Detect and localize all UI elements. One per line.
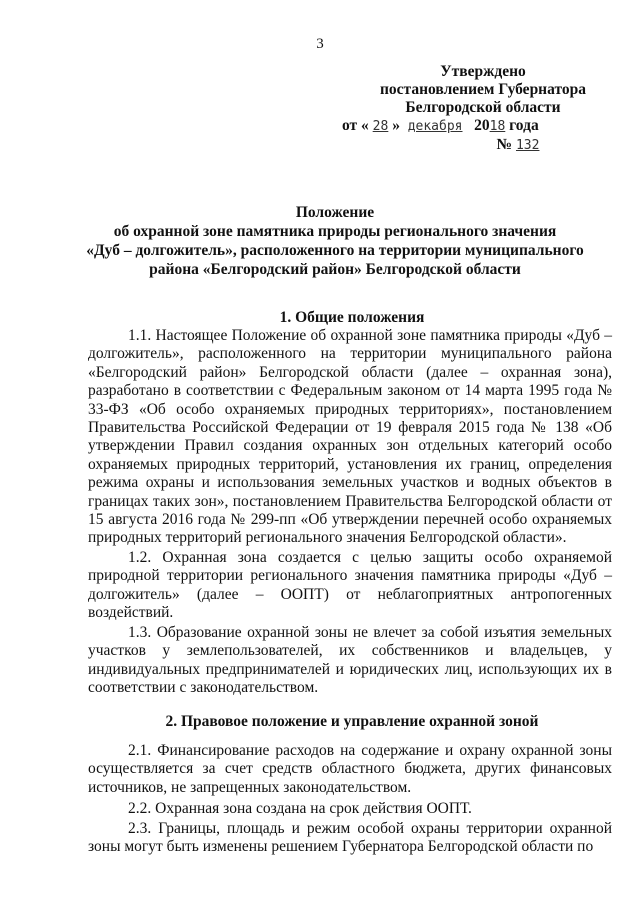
title-line-4: района «Белгородский район» Белгородской области — [149, 261, 521, 278]
title-line-3: «Дуб – долгожитель», расположенного на территории муниципального — [86, 242, 584, 259]
document-title — [80, 203, 590, 279]
approval-date — [342, 117, 614, 136]
date-prefix: от « — [342, 117, 369, 134]
title-line-2: об охранной зоне памятника природы регионального значения — [113, 223, 557, 240]
number-value: 132 — [515, 138, 540, 153]
year-prefix: 20 — [474, 117, 490, 134]
section-2-heading: 2. Правовое положение и управление охранной зоной — [165, 713, 539, 730]
title-line-1: Положение — [295, 204, 375, 221]
date-day: 28 — [372, 119, 389, 134]
year-suffix: 18 — [489, 119, 506, 134]
approval-line-2: постановлением Губернатора — [380, 81, 586, 98]
page-number: 3 — [316, 36, 324, 52]
paragraph-2-2: 2.2. Охранная зона создана на срок действия ООПТ. — [128, 800, 472, 817]
approval-line-1: Утверждено — [440, 63, 526, 80]
approval-line-3: Белгородской области — [405, 99, 561, 116]
paragraph-1-2: 1.2. Охранная зона создается с целью защиты особо охраняемой природной территории регионального значения памятника природы «Дуб – долгожитель» (далее – ООПТ) от неблагоприятных антропогенных воздействий. — [88, 549, 612, 622]
paragraph-2-1: 2.1. Финансирование расходов на содержание и охрану охранной зоны осуществляется за счет средств областного бюджета, других финансовых источников, не запрещенных законодательством. — [88, 742, 612, 796]
paragraph-1-3: 1.3. Образование охранной зоны не влечет за собой изъятия земельных участков у землепользователей, их собственников и владельцев, у индивидуальных предпринимателей и юридических лиц, использующих их в соответствии с законодательством. — [88, 624, 612, 697]
approval-number — [422, 136, 614, 155]
paragraph-1-1: 1.1. Настоящее Положение об охранной зоне памятника природы «Дуб – долгожитель», расположенного на территории муниципального района «Белгородский район» Белгородской области (далее – охранная зона), разработано в соответствии с Федеральным законом от 14 марта 1995 года № 33-ФЗ «Об особо охраняемых природных территориях», постановлением Правительства Российской Федерации от 19 февраля 2015 года № 138 «Об утверждении Правил создания охранных зон отдельных категорий особо охраняемых природных территорий, установления их границ, определения режима охраны и использования земельных участков и водных объектов в границах таких зон», постановлением Правительства Белгородской области от 15 августа 2016 года № 299-пп «Об утверждении перечней особо охраняемых природных территорий регионального значения Белгородской области». — [88, 327, 612, 547]
approval-block — [342, 63, 614, 155]
year-word: года — [509, 117, 539, 134]
section-1-heading: 1. Общие положения — [279, 309, 425, 326]
paragraph-2-3: 2.3. Границы, площадь и режим особой охраны территории охранной зоны могут быть изменены решением Губернатора Белгородской области по — [88, 820, 612, 856]
date-mid: » — [392, 117, 400, 134]
date-month: декабря — [407, 119, 463, 134]
number-prefix: № — [496, 136, 513, 153]
